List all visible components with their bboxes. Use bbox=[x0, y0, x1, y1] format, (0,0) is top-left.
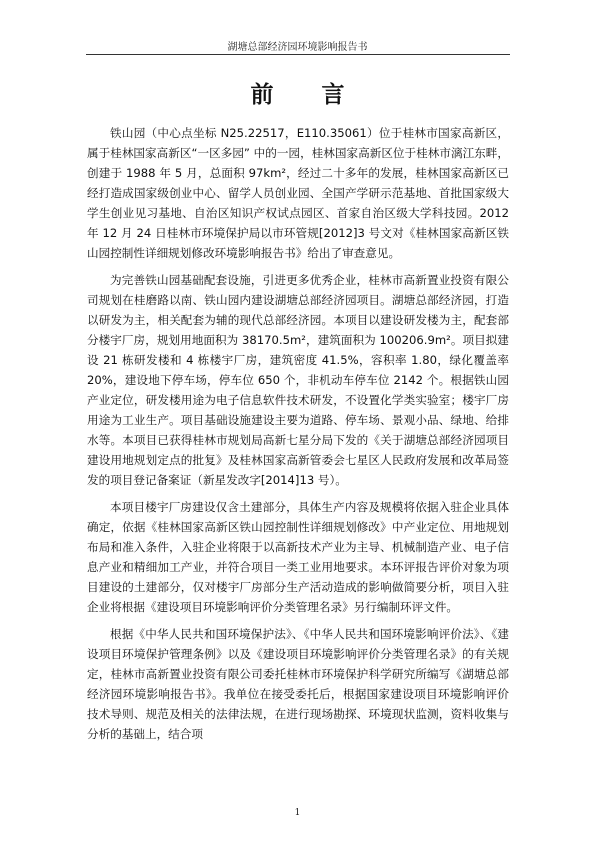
running-header: 湖塘总部经济园环境影响报告书 bbox=[227, 42, 368, 53]
paragraph: 本项目楼宇厂房建设仅含土建部分，具体生产内容及规模将依据入驻企业具体确定，依据《桂林国家高新区铁山园控制性详细规划修改》中产业定位、用地规划布局和准入条件，入驻企业将限于以高新技术产业为主导、机械制造产业、电子信息产业和精细加工产业，并符合项目一类工业用地要求。本环评报告评价对象为项目建设的土建部分，仅对楼宇厂房部分生产活动造成的影响做简要分析，项目入驻企业将根据《建设项目环境影响评价分类管理名录》另行编制环评文件。 bbox=[87, 500, 509, 614]
paragraph: 铁山园（中心点坐标 N25.22517，E110.35061）位于桂林市国家高新区，属于桂林国家高新区“一区多园” 中的一园，桂林国家高新区位于桂林市漓江东畔，创建于 1988 年 5 月，总面积 97km²，经过二十多年的发展，桂林国家高新区已经打造成国家级创业中心、留学人员创业园、全国产学研示范基地、首批国家级大学生创业见习基地、自治区知识产权试点园区、首家自治区级大学科技园。2012 年 12 月 24 日桂林市环境保护局以市环管规[2012]3 号文对《桂林国家高新区铁山园控制性详细规划修改环境影响报告书》给出了审查意见。 bbox=[87, 126, 509, 260]
header-rule bbox=[86, 54, 510, 55]
page-title: 前 言 bbox=[250, 82, 365, 108]
paragraph: 根据《中华人民共和国环境保护法》、《中华人民共和国环境影响评价法》、《建设项目环境保护管理条例》以及《建设项目环境影响评价分类管理名录》的有关规定，桂林市高新置业投资有限公司委托桂林市环境保护科学研究所编写《湖塘总部经济园环境影响报告书》。我单位在接受委托后，根据国家建设项目环境影响评价技术导则、规范及相关的法律法规，在进行现场勘探、环境现状监测，资料收集与分析的基础上，结合项 bbox=[87, 627, 509, 741]
paragraph: 为完善铁山园基础配套设施，引进更多优秀企业，桂林市高新置业投资有限公司规划在桂磨路以南、铁山园内建设湖塘总部经济园项目。湖塘总部经济园，打造以研发为主，相关配套为辅的现代总部经济园。本项目以建设研发楼为主，配套部分楼宇厂房，规划用地面积为 38170.5m²，建筑面积为 100206.9m²。项目拟建设 21 栋研发楼和 4 栋楼宇厂房，建筑密度 41.5%，容积率 1.80，绿化覆盖率 20%，建设地下停车场，停车位 650 个，非机动车停车位 2142 个。根据铁山园产业定位，研发楼用途为电子信息软件技术研发，不设置化学类实验室；楼宇厂房用途为工业生产。项目基础设施建设主要为道路、停车场、景观小品、绿地、给排水等。本项目已获得桂林市规划局高新七星分局下发的《关于湖塘总部经济园项目建设用地规划定点的批复》及桂林国家高新管委会七星区人民政府发展和改革局签发的项目登记备案证（新星发改字[2014]13 号）。 bbox=[87, 273, 509, 487]
page-number: 1 bbox=[294, 808, 301, 818]
body-text bbox=[87, 123, 509, 751]
